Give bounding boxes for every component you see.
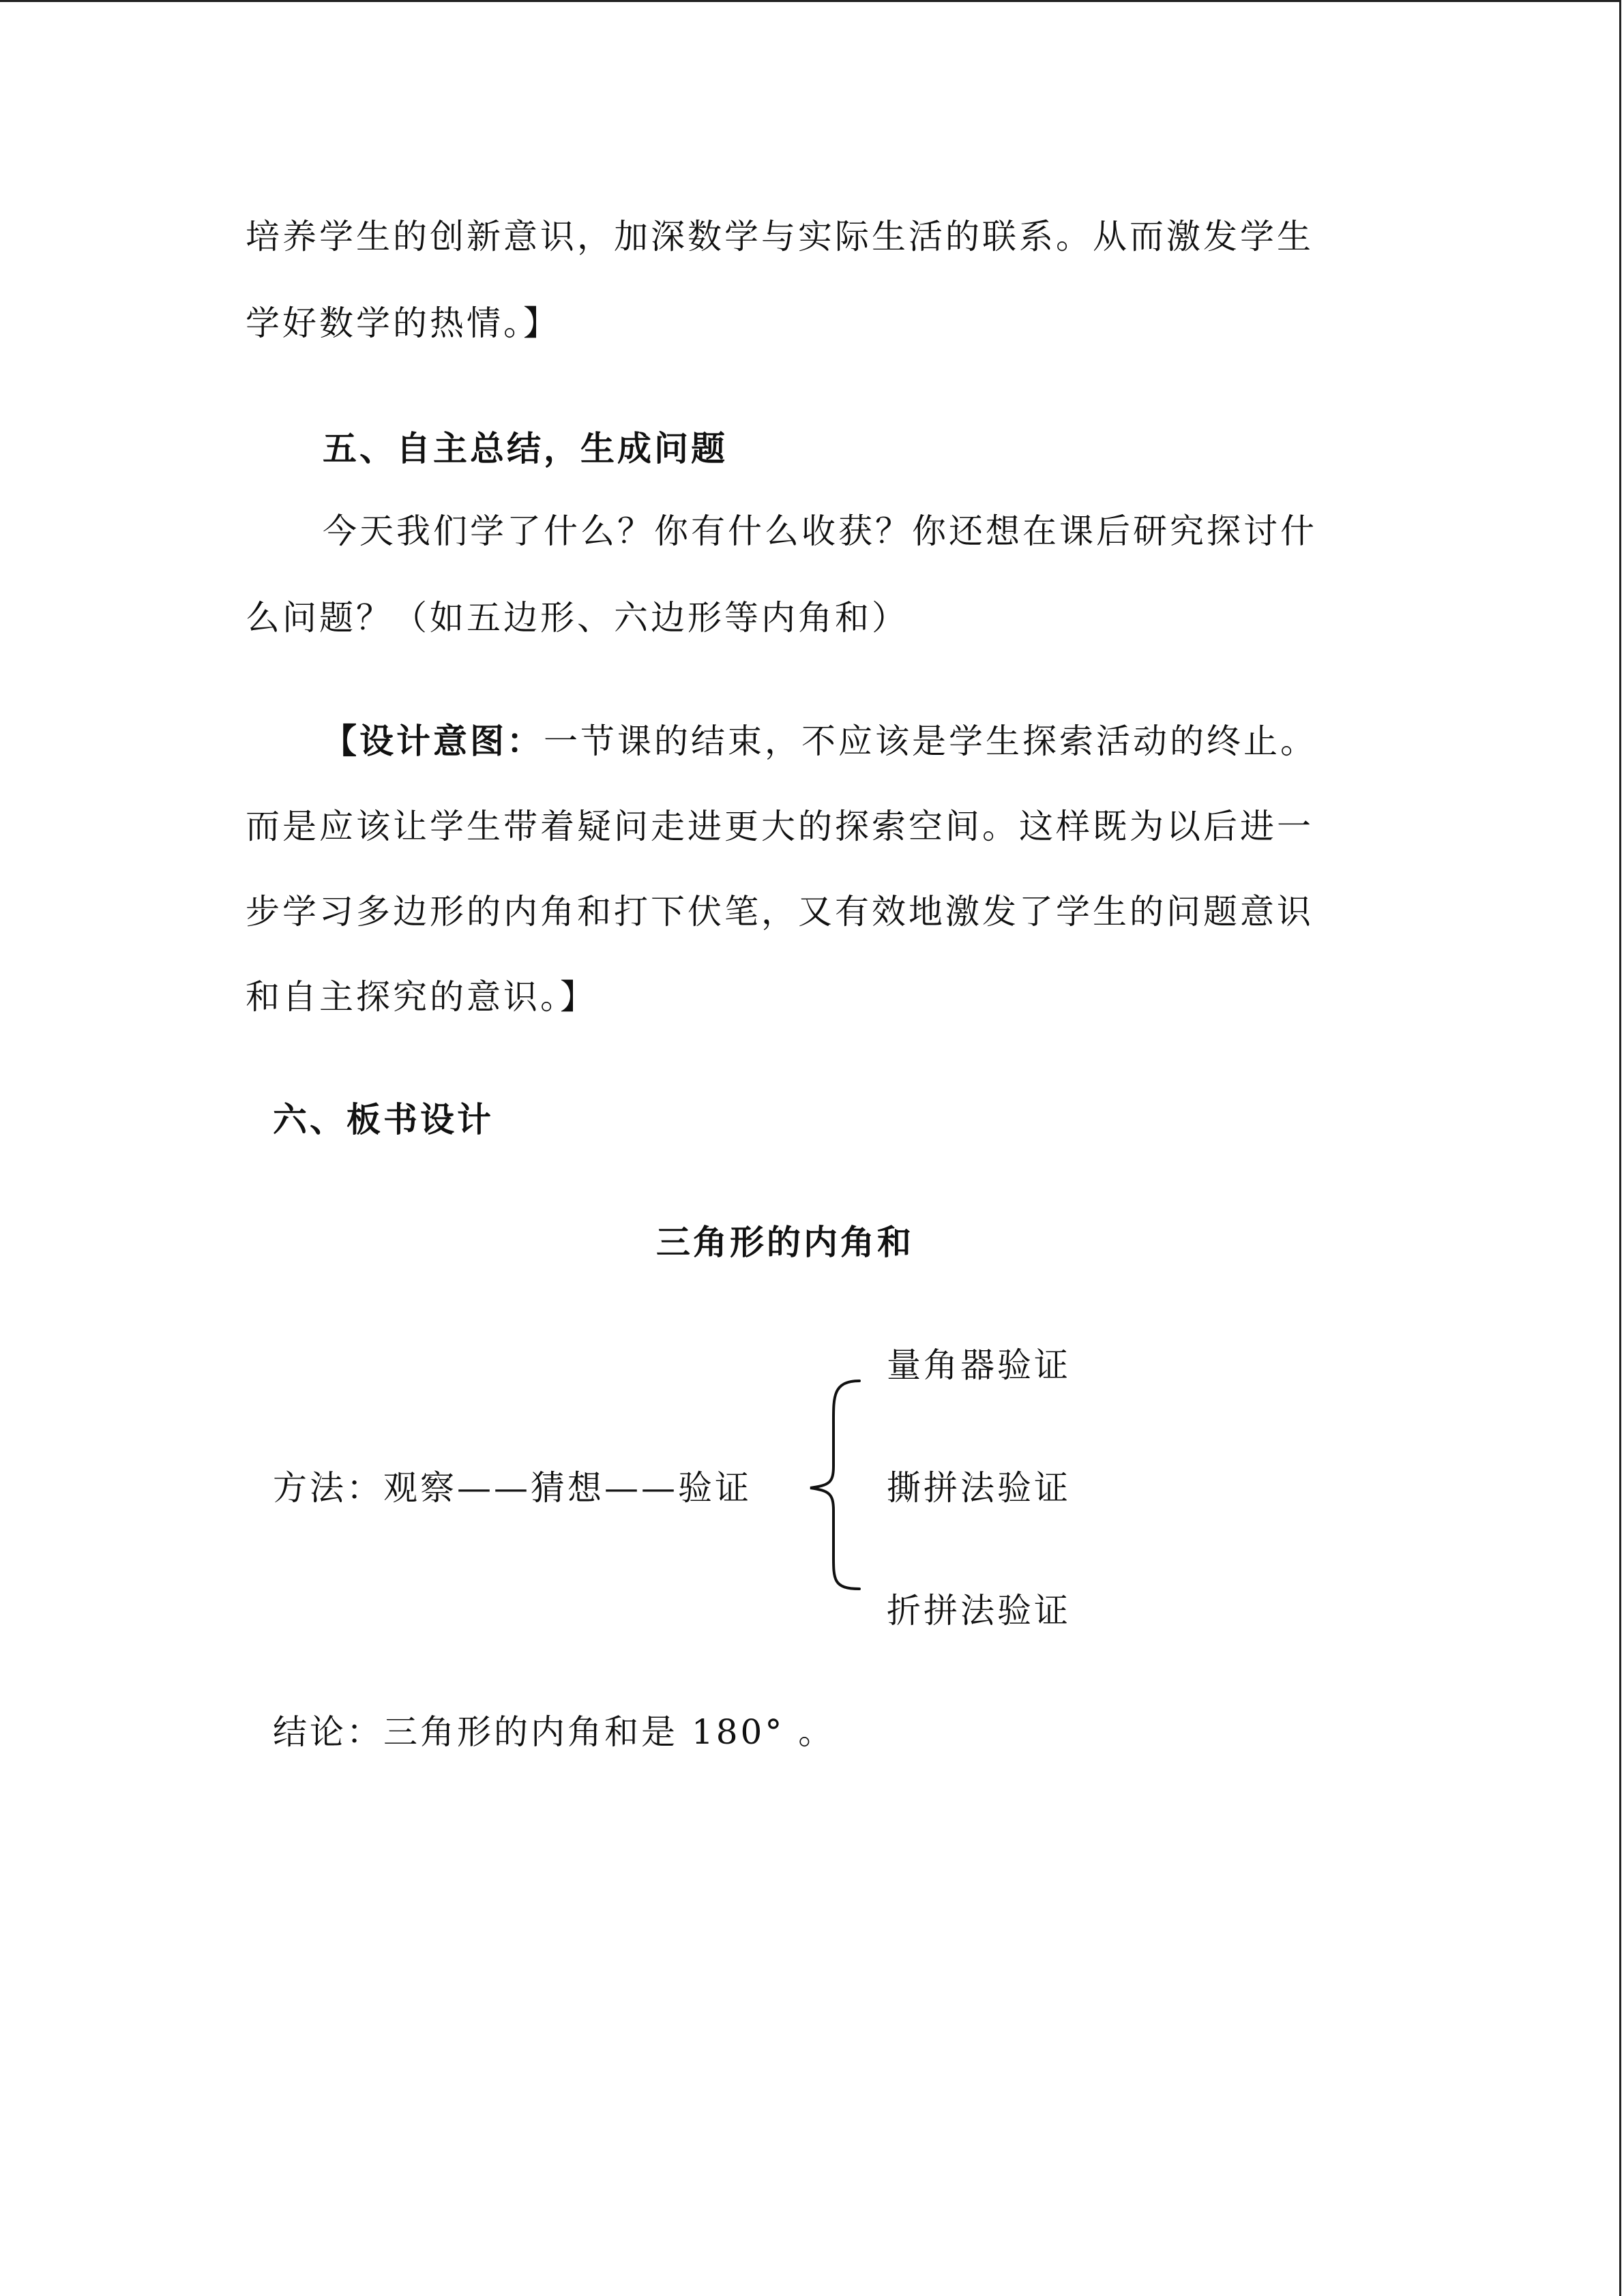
- board-conclusion: 结论：三角形的内角和是 180° 。: [273, 1712, 836, 1752]
- section-6-heading: 六、板书设计: [273, 1099, 494, 1139]
- paragraph-line: 而是应该让学生带着疑问走进更大的探索空间。这样既为以后进一: [246, 807, 1314, 846]
- design-intent-text: 一节课的结束，不应该是学生探索活动的终止。: [544, 721, 1317, 761]
- board-method: 方法：观察——猜想——验证: [273, 1468, 752, 1508]
- board-branch: 量角器验证: [887, 1345, 1071, 1385]
- paragraph-line: 学好数学的热情。】: [246, 303, 560, 343]
- paragraph-line: 今天我们学了什么？你有什么收获？你还想在课后研究探讨什: [323, 511, 1317, 551]
- brace-icon: [805, 1371, 866, 1596]
- design-intent-line: [323, 719, 1317, 763]
- paragraph-line: 培养学生的创新意识，加深数学与实际生活的联系。从而激发学生: [246, 217, 1314, 256]
- board-branch: 折拼法验证: [887, 1591, 1071, 1630]
- design-intent-label: 【设计意图：: [323, 721, 544, 761]
- board-title: 三角形的内角和: [656, 1222, 914, 1262]
- paragraph-line: 么问题？（如五边形、六边形等内角和）: [246, 598, 909, 638]
- section-5-heading: 五、自主总结，生成问题: [323, 428, 728, 468]
- board-branch: 撕拼法验证: [887, 1468, 1071, 1508]
- paragraph-line: 步学习多边形的内角和打下伏笔，又有效地激发了学生的问题意识: [246, 892, 1314, 931]
- paragraph-line: 和自主探究的意识。】: [246, 977, 597, 1017]
